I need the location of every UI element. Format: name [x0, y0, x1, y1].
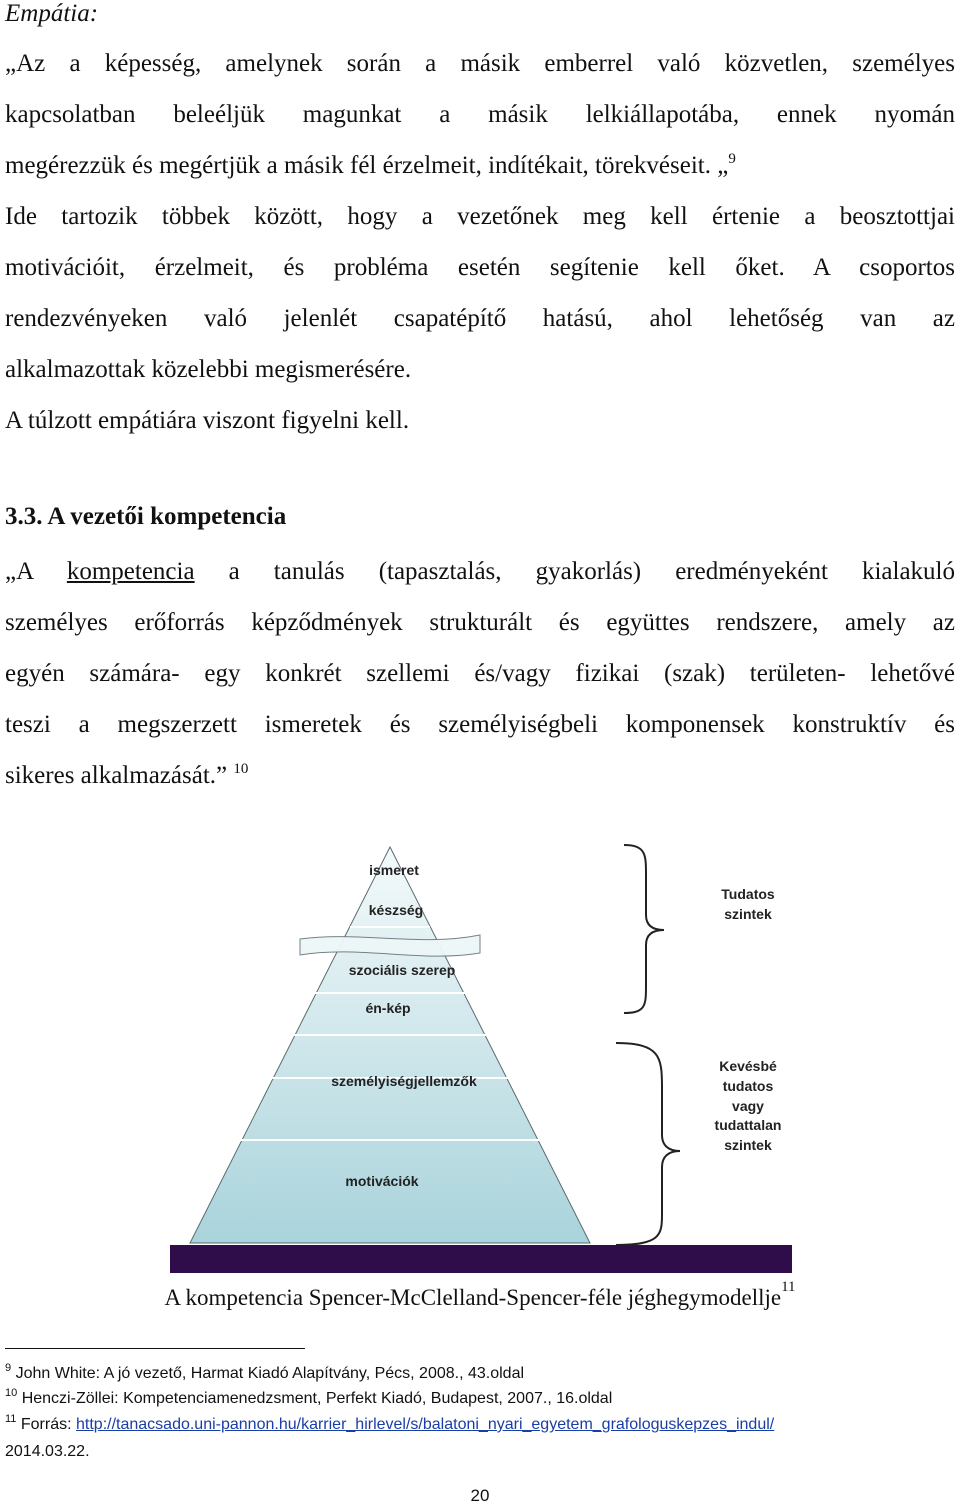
level-label-en-kep: én-kép [365, 1000, 411, 1016]
label-vagy: vagy [732, 1098, 764, 1114]
paragraph-line [5, 750, 955, 801]
section-heading: 3.3. A vezetői kompetencia [5, 503, 287, 530]
figure-caption [0, 1279, 960, 1311]
footnote-ref-11[interactable]: 11 [781, 1279, 796, 1295]
iceberg-model-figure [150, 835, 810, 1275]
label-tudatos: Tudatos [721, 886, 775, 902]
level-label-szemelyisegjellemzok: személyiségjellemzők [331, 1073, 477, 1089]
paragraph-line: kapcsolatban beleéljük magunkat a másik lelkiállapotába, ennek nyomán [5, 101, 955, 128]
footnote-ref-9[interactable]: 9 [728, 151, 736, 167]
footnote-text: John White: A jó vezető, Harmat Kiadó Alapítvány, Pécs, 2008., 43.oldal [15, 1365, 525, 1382]
section-title: Empátia: [5, 0, 99, 27]
label-tudattalan: tudattalan [714, 1117, 782, 1133]
paragraph-line: motivációit, érzelmeit, és probléma esetén segítenie kell őket. A csoportos [5, 254, 955, 281]
footnote-ref-10[interactable]: 10 [233, 761, 249, 777]
paragraph-text: a tanulás (tapasztalás, gyakorlás) eredményeként kialakuló [194, 558, 955, 585]
competence-paragraph [5, 546, 955, 801]
paragraph-line: A túlzott empátiára viszont figyelni kell. [5, 407, 410, 434]
caption-text: A kompetencia Spencer-McClelland-Spencer-féle jéghegymodellje [164, 1285, 782, 1310]
label-szintek: szintek [724, 906, 772, 922]
level-label-szocialis-szerep: szociális szerep [348, 962, 456, 978]
paragraph-line [5, 546, 955, 597]
paragraph-line: Ide tartozik többek között, hogy a vezetőnek meg kell értenie a beosztottjai [5, 203, 955, 230]
paragraph-text: sikeres alkalmazását.” [5, 762, 228, 789]
footnote-11-date: 2014.03.22. [5, 1443, 90, 1460]
paragraph-line: alkalmazottak közelebbi megismerésére. [5, 356, 412, 383]
paragraph-text: megérezzük és megértjük a másik fél érzelmeit, indítékait, törekvéseit. „ [5, 152, 729, 179]
footnote-number: 11 [5, 1413, 17, 1425]
kompetencia-link[interactable]: kompetencia [66, 558, 195, 585]
footnote-10 [5, 1387, 613, 1408]
label-szintek-2: szintek [724, 1137, 772, 1153]
footnote-text: Forrás: [20, 1416, 76, 1433]
label-kevesbe: Kevésbé [719, 1058, 777, 1074]
footnote-number: 9 [5, 1362, 12, 1374]
footnote-text: Henczi-Zöllei: Kompetenciamenedzsment, Perfekt Kiadó, Budapest, 2007., 16.oldal [21, 1390, 613, 1407]
paragraph-line: „Az a képesség, amelynek során a másik emberrel való közvetlen, személyes [5, 50, 955, 77]
bottom-band [170, 1245, 792, 1273]
brace-conscious [624, 845, 664, 1013]
empathy-paragraph [5, 38, 955, 446]
paragraph-line: rendezvényeken való jelenlét csapatépítő hatású, ahol lehetőség van az [5, 305, 955, 332]
footnote-11 [5, 1413, 775, 1434]
source-link[interactable]: http://tanacsado.uni-pannon.hu/karrier_hirlevel/s/balatoni_nyari_egyetem_grafologuskepzes_indul/ [76, 1416, 775, 1433]
level-label-motivaciok: motivációk [345, 1173, 419, 1189]
footnote-9 [5, 1362, 525, 1383]
waterline-wave [300, 935, 480, 956]
paragraph-line: személyes erőforrás képződmények strukturált és együttes rendszere, amely az [5, 609, 955, 636]
footnote-separator [5, 1348, 305, 1349]
brace-less-conscious [616, 1043, 680, 1245]
iceberg-pyramid-diagram [150, 835, 810, 1275]
label-tudatos-2: tudatos [722, 1078, 774, 1094]
page-number: 20 [470, 1486, 490, 1505]
paragraph-line [5, 140, 955, 191]
paragraph-line: teszi a megszerzett ismeretek és személyiségbeli komponensek konstruktív és [5, 711, 955, 738]
paragraph-line: egyén számára- egy konkrét szellemi és/vagy fizikai (szak) területen- lehetővé [5, 660, 955, 687]
level-label-ismeret: ismeret [369, 862, 419, 878]
paragraph-text: „A [5, 558, 67, 585]
level-label-keszseg: készség [368, 902, 424, 918]
footnote-number: 10 [5, 1387, 18, 1399]
